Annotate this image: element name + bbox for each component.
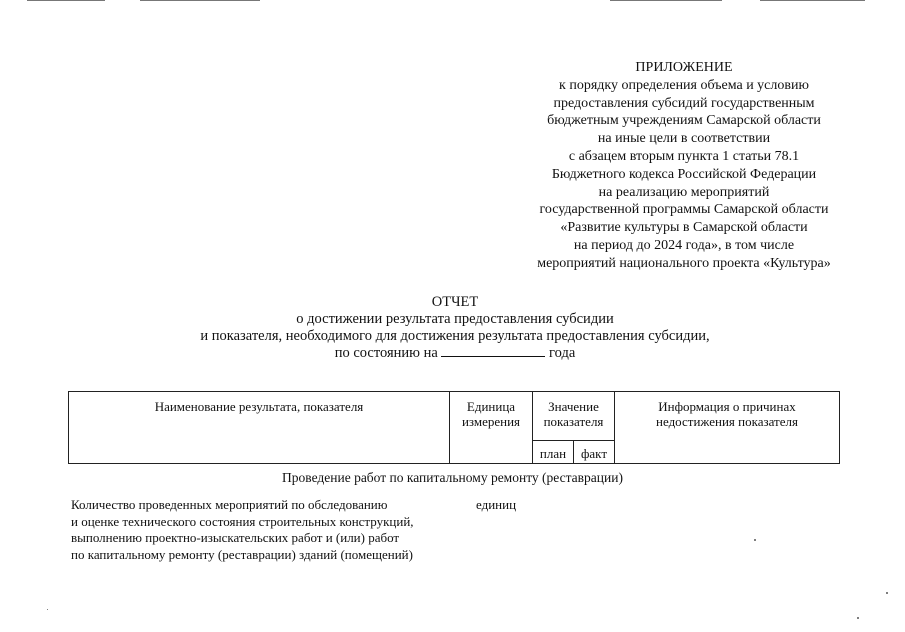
report-subtitle-line-2: и показателя, необходимого для достижения результата предоставления субсидии,	[200, 328, 710, 344]
indicator-unit: единиц	[476, 497, 517, 512]
top-edge-line-middle	[140, 0, 260, 1]
header-info-line-2: недостижения показателя	[656, 414, 798, 429]
header-unit-cell	[450, 392, 533, 464]
appendix-line: предоставления субсидий государственным	[553, 95, 815, 111]
report-date-prefix: по состоянию на	[334, 345, 438, 361]
date-blank-field	[441, 345, 545, 357]
indicator-line: выполнению проектно-изыскательских работ и (или) работ	[71, 530, 400, 545]
header-unit-line-1: Единица	[466, 399, 516, 414]
header-value-line-2: показателя	[543, 414, 604, 429]
header-value-cell	[533, 392, 615, 441]
indicator-name	[71, 497, 461, 563]
header-info-cell	[615, 392, 840, 464]
indicator-line: и оценке технического состояния строительных конструкций,	[71, 513, 414, 529]
header-name: Наименование результата, показателя	[154, 399, 364, 414]
scan-speck	[754, 539, 756, 541]
scan-speck	[886, 592, 888, 594]
scan-speck	[857, 617, 859, 619]
section-title: Проведение работ по капитальному ремонту (реставрации)	[282, 470, 623, 485]
header-unit-line-2: измерения	[461, 414, 521, 429]
appendix-line: с абзацем вторым пункта 1 статьи 78.1	[568, 148, 800, 164]
indicator-line: по капитальному ремонту (реставрации) зданий (помещений)	[71, 546, 413, 562]
appendix-line: мероприятий национального проекта «Культура»	[537, 255, 831, 271]
appendix-line: на реализацию мероприятий	[598, 184, 770, 200]
appendix-line: государственной программы Самарской области	[539, 202, 829, 218]
report-table	[68, 391, 840, 464]
appendix-block	[505, 59, 863, 273]
appendix-line: «Развитие культуры в Самарской области	[560, 220, 808, 236]
header-plan-cell	[533, 441, 574, 464]
header-fact-cell	[574, 441, 615, 464]
top-edge-line-right	[610, 0, 722, 1]
appendix-title: ПРИЛОЖЕНИЕ	[635, 60, 733, 75]
appendix-line: на иные цели в соответствии	[597, 131, 771, 147]
appendix-line: Бюджетного кодекса Российской Федерации	[551, 166, 817, 182]
report-title: ОТЧЕТ	[431, 294, 479, 310]
top-edge-line-left	[27, 0, 105, 1]
top-edge-line-far-right	[760, 0, 865, 1]
scan-speck	[47, 609, 48, 610]
header-info-line-1: Информация о причинах	[658, 399, 796, 414]
report-subtitle-line-1: о достижении результата предоставления субсидии	[296, 311, 614, 327]
report-date-suffix: года	[549, 345, 576, 361]
report-date-line	[150, 345, 760, 362]
header-value-line-1: Значение	[548, 399, 599, 414]
appendix-line: к порядку определения объема и условию	[559, 77, 809, 93]
header-fact: факт	[580, 446, 608, 461]
header-plan: план	[539, 446, 567, 461]
indicator-line: Количество проведенных мероприятий по обследованию	[71, 497, 388, 512]
report-heading	[150, 294, 760, 362]
header-name-cell	[69, 392, 450, 464]
appendix-line: на период до 2024 года», в том числе	[573, 237, 795, 253]
appendix-line: бюджетным учреждениям Самарской области	[547, 113, 821, 129]
